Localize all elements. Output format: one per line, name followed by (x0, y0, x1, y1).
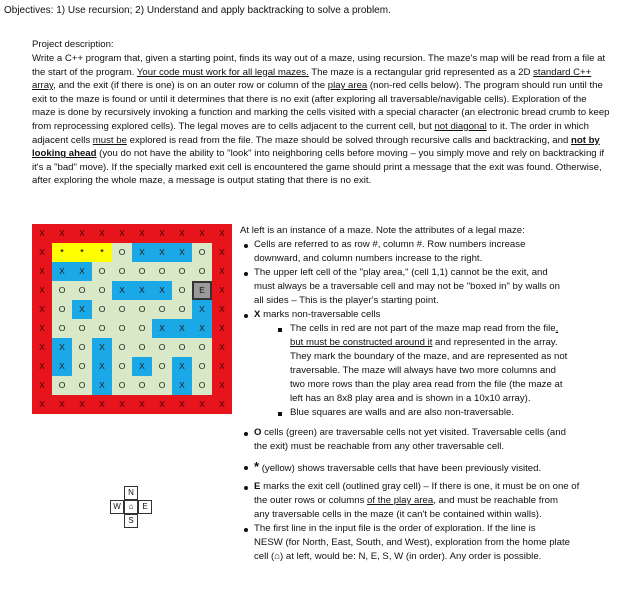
maze-cell: X (199, 228, 205, 239)
note-symbol: E (254, 481, 261, 492)
maze-cell: O (72, 319, 92, 338)
maze-cell: X (52, 338, 72, 357)
description-title: Project description: (32, 39, 114, 50)
maze-cell: O (192, 262, 212, 281)
maze-cell: O (172, 338, 192, 357)
maze-cell: O (92, 281, 112, 300)
maze-grid (32, 224, 232, 414)
note-text: two more rows than the play area read from the file (the maze at (290, 379, 563, 390)
desc-underline: not diagonal (434, 120, 487, 132)
note-symbol: * (254, 459, 260, 474)
compass-west: W (110, 500, 124, 514)
note-span: and represented in the array. (432, 337, 558, 348)
maze-cell: X (39, 266, 45, 277)
maze-cell: O (132, 376, 152, 395)
maze-cell: O (152, 338, 172, 357)
maze-cell: O (112, 319, 132, 338)
note-text: the exit) must be reachable from any other traversable cell. (254, 441, 505, 452)
maze-cell: O (132, 262, 152, 281)
desc-text: , and the exit (if there is one) is on an outer row or column of the (53, 80, 328, 92)
maze-cell: X (152, 281, 172, 300)
bullet-icon (244, 314, 248, 318)
note-text (254, 460, 541, 476)
maze-cell: X (79, 399, 85, 410)
maze-cell: O (152, 300, 172, 319)
maze-cell: X (59, 399, 65, 410)
note-text: cell (⌂) at left, would be: N, E, S, W (in order). Any order is possible. (254, 551, 542, 562)
maze-cell: O (52, 281, 72, 300)
bullet-icon (244, 244, 248, 248)
note-underline: of the play area (367, 495, 434, 506)
maze-cell: X (139, 399, 145, 410)
square-bullet-icon (278, 412, 282, 416)
compass-diagram (98, 486, 164, 534)
maze-cell: X (39, 228, 45, 239)
maze-cell: O (92, 319, 112, 338)
maze-cell: O (72, 338, 92, 357)
note-underline: but must be constructed around it (290, 337, 433, 348)
bullet-icon (244, 528, 248, 532)
maze-cell: X (132, 357, 152, 376)
maze-cell: X (92, 338, 112, 357)
maze-cell: O (72, 357, 92, 376)
maze-cell: X (179, 399, 185, 410)
desc-text: (non-red cells below). The program should run until the exit to the maze is found or until it determines that there is no exit (after exploring all traversable/navigable cells). Exploration of the maze is done by recursively invoking a function and marking the cells visited with a special character (an electronic bread crumb to keep from reprocessing explored cells). The legal moves are to cells adjacent to the current cell, but (32, 80, 610, 132)
maze-cell: O (52, 300, 72, 319)
desc-underline: Your code must work for all legal mazes. (136, 66, 309, 78)
maze-cell: X (79, 228, 85, 239)
note-text (254, 308, 380, 322)
maze-cell: O (72, 376, 92, 395)
maze-cell: X (192, 300, 212, 319)
desc-text: to it. The order in which adjacent cells (32, 120, 589, 146)
note-span: , (555, 323, 559, 334)
note-text: The upper left cell of the "play area," (cell 1,1) cannot be the exit, and (254, 267, 548, 278)
note-text: traversable. The maze will always have two more columns and (290, 365, 556, 376)
desc-text: The maze is a rectangular grid represented as a 2D (308, 66, 534, 78)
note-text (290, 322, 558, 336)
maze-cell: X (219, 266, 225, 277)
note-span: (yellow) shows traversable cells that have been previously visited. (259, 463, 542, 474)
maze-cell: X (39, 342, 45, 353)
maze-cell: X (219, 247, 225, 258)
maze-cell: X (39, 304, 45, 315)
compass-north: N (124, 486, 138, 500)
maze-cell: O (172, 300, 192, 319)
note-span: cells (green) are traversable cells not yet visited. Traversable cells (and (261, 427, 566, 438)
maze-cell: O (112, 357, 132, 376)
compass-south: S (124, 514, 138, 528)
maze-cell: O (152, 376, 172, 395)
maze-cell: X (99, 399, 105, 410)
desc-underline: play area (327, 80, 368, 92)
maze-cell: X (39, 361, 45, 372)
maze-cell: * (72, 243, 92, 262)
note-symbol: X (254, 309, 261, 320)
maze-cell: X (219, 285, 225, 296)
compass-east: E (138, 500, 152, 514)
note-text: Blue squares are walls and are also non-traversable. (290, 407, 514, 418)
maze-cell: O (92, 262, 112, 281)
maze-cell: X (172, 319, 192, 338)
maze-cell: O (192, 376, 212, 395)
maze-cell: X (152, 243, 172, 262)
note-text: all sides – This is the player's starting point. (254, 295, 439, 306)
notes-intro: At left is an instance of a maze. Note the attributes of a legal maze: (240, 225, 525, 236)
note-span: marks the exit cell (outlined gray cell) – If there is one, it must be on one of (260, 481, 580, 492)
bullet-icon (244, 272, 248, 276)
maze-cell: O (92, 300, 112, 319)
maze-cell: O (112, 338, 132, 357)
maze-cell: O (172, 281, 192, 300)
desc-underline: must be (92, 134, 127, 146)
maze-cell: X (39, 247, 45, 258)
desc-text: Write a C++ program that, given a starting point, finds its way out of a maze, using recursion. The maze's map will be read from a file at the start of the program. (32, 53, 606, 78)
maze-cell: X (179, 228, 185, 239)
maze-cell: * (52, 243, 72, 262)
desc-bold-underline: not by looking ahead (32, 134, 600, 160)
maze-cell: X (72, 262, 92, 281)
note-symbol: O (254, 427, 262, 438)
bullet-icon (244, 432, 248, 436)
maze-cell: X (139, 228, 145, 239)
maze-cell: O (112, 243, 132, 262)
maze-cell: X (39, 285, 45, 296)
maze-cell: O (112, 376, 132, 395)
note-span: the outer rows or columns (254, 495, 368, 506)
maze-cell: X (219, 399, 225, 410)
maze-cell: X (132, 243, 152, 262)
note-text: NESW (for North, East, South, and West), exploration from the home plate (254, 537, 571, 548)
maze-cell: X (219, 380, 225, 391)
desc-underline: standard C++ array (32, 66, 592, 92)
note-text: They mark the boundary of the maze, and are represented as not (290, 351, 568, 362)
home-plate-icon: ⌂ (124, 500, 138, 514)
maze-cell: X (219, 228, 225, 239)
maze-cell: X (119, 399, 125, 410)
maze-cell: X (39, 323, 45, 334)
maze-cell: O (192, 243, 212, 262)
maze-cell: O (192, 338, 212, 357)
note-text: left has an 8x8 play area and is shown in a 10x10 array). (290, 393, 531, 404)
maze-cell: X (219, 323, 225, 334)
note-text (254, 426, 566, 440)
maze-cell: X (132, 281, 152, 300)
note-span: The cells in red are not part of the maze map read from the file (290, 323, 556, 334)
maze-cell: X (159, 228, 165, 239)
maze-cell: O (72, 281, 92, 300)
note-span: , and must be reachable from (433, 495, 558, 506)
square-bullet-icon (278, 328, 282, 332)
maze-cell: X (159, 399, 165, 410)
note-text: must always be a traversable cell and may not be "boxed in" by walls on (254, 281, 560, 292)
maze-cell: X (112, 281, 132, 300)
description-paragraph (32, 52, 610, 188)
note-text: downward, and column numbers increase to the right. (254, 253, 483, 264)
maze-cell: E (192, 281, 212, 300)
maze-cell: * (92, 243, 112, 262)
maze-cell: X (92, 376, 112, 395)
note-span: marks non-traversable cells (260, 309, 381, 320)
maze-cell: O (112, 262, 132, 281)
maze-cell: X (172, 243, 192, 262)
maze-cell: O (52, 319, 72, 338)
maze-cell: O (192, 357, 212, 376)
maze-cell: O (52, 376, 72, 395)
objectives-line: Objectives: 1) Use recursion; 2) Understand and apply backtracking to solve a problem. (4, 5, 391, 16)
maze-cell: O (132, 319, 152, 338)
maze-cell: X (219, 304, 225, 315)
maze-cell: O (112, 300, 132, 319)
note-text: The first line in the input file is the order of exploration. If the line is (254, 523, 536, 534)
note-text (290, 336, 558, 350)
note-text: Cells are referred to as row #, column #. Row numbers increase (254, 239, 526, 250)
bullet-icon (244, 466, 248, 470)
maze-cell: X (39, 380, 45, 391)
desc-text: (you do not have the ability to "look" into neighboring cells before moving – you simply move and rely on backtracking if it's a "bad" move). If the specially marked exit cell is encountered the game should print a message that the exit was found. Otherwise, after exploring the whole maze, a message is output stating that there is no exit. (32, 148, 605, 187)
maze-cell: X (219, 361, 225, 372)
maze-cell: O (152, 357, 172, 376)
maze-cell: O (172, 262, 192, 281)
maze-cell: X (119, 228, 125, 239)
maze-cell: X (199, 399, 205, 410)
note-text (254, 494, 558, 508)
maze-cell: X (72, 300, 92, 319)
note-text: any traversable cells in the maze (it can't be contained within walls). (254, 509, 542, 520)
maze-cell: X (92, 357, 112, 376)
desc-text: explored is read from the file. The maze should be solved through recursive calls and backtracking, and (126, 134, 571, 146)
maze-cell: X (152, 319, 172, 338)
maze-cell: X (59, 228, 65, 239)
note-text (254, 480, 579, 494)
maze-cell: X (99, 228, 105, 239)
maze-cell: O (152, 262, 172, 281)
maze-cell: X (52, 357, 72, 376)
maze-cell: X (172, 376, 192, 395)
maze-cell: X (172, 357, 192, 376)
maze-cell: X (219, 342, 225, 353)
maze-cell: X (52, 262, 72, 281)
maze-cell: O (132, 338, 152, 357)
maze-cell: X (192, 319, 212, 338)
maze-cell: X (39, 399, 45, 410)
maze-cell: O (132, 300, 152, 319)
bullet-icon (244, 486, 248, 490)
